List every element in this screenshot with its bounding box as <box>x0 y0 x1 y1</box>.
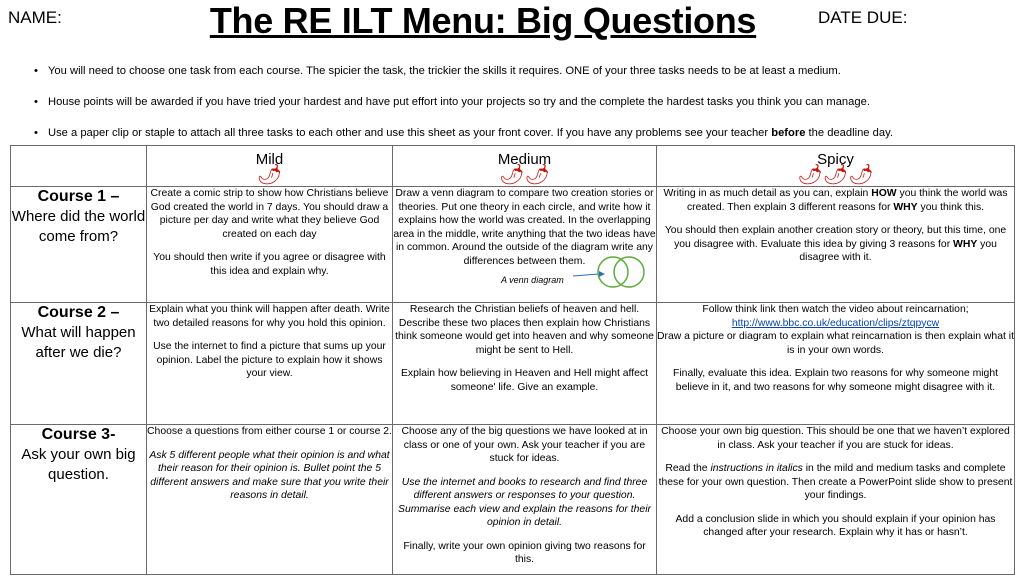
course-1-cell <box>11 187 147 303</box>
date-due-label: DATE DUE: <box>818 8 908 27</box>
venn-diagram-icon <box>561 254 651 290</box>
chilli-rating <box>393 164 656 186</box>
task-text: Follow think link then watch the video about reincarnation; http://www.bbc.co.uk/education/clips/ztqpycw Draw a picture or diagram to explain what reincarnation is then explain what it is in your own words. <box>657 304 1014 356</box>
task-text: Choose your own big question. This should be one that we haven’t explored in class. Ask your teacher if you are stuck for ideas. <box>661 426 1010 451</box>
course-3-medium-task <box>393 425 657 575</box>
instruction-item: • House points will be awarded if you have tried your hardest and have put effort into your projects so try and the complete the hardest tasks you think you can manage. <box>48 95 998 109</box>
column-header-mild <box>147 146 393 187</box>
task-text: Finally, evaluate this idea. Explain two reasons for why someone might believe in it, and two reasons for why someone might disagree with it. <box>673 368 998 393</box>
column-label: Spicy <box>817 151 854 168</box>
task-text: Add a conclusion slide in which you should explain if your opinion has changed after your research. Explain why it has or hasn’t. <box>675 513 996 538</box>
task-text-italic: Ask 5 different people what their opinion is and what their reason for their opinion is. Bullet point the 5 different answers and make sure that you write their reasons in detail. <box>149 449 390 501</box>
chilli-rating <box>147 164 392 186</box>
task-text: Use the internet to find a picture that sums up your opinion. Label the picture to explain how it shows your view. <box>153 341 386 379</box>
task-text: Explain how believing in Heaven and Hell might affect someone' life. Give an example. <box>400 368 649 393</box>
name-label: NAME: <box>8 8 62 27</box>
reincarnation-video-link[interactable]: http://www.bbc.co.uk/education/clips/ztqpycw <box>731 317 940 329</box>
task-text: Choose any of the big questions we have looked at in class or one of your own. Ask your teacher if you are stuck for ideas. <box>401 426 648 464</box>
course-row <box>11 425 1015 575</box>
course-1-spicy-task <box>657 187 1015 303</box>
chilli-rating <box>657 164 1014 186</box>
course-row <box>11 303 1015 425</box>
task-text: You should then explain another creation story or theory, but this time, one you disagree with. Evaluate this idea by giving 3 reasons for WHY you disagree with it. <box>664 225 1007 263</box>
venn-label: A venn diagram <box>501 275 564 285</box>
instruction-item: • You will need to choose one task from each course. The spicier the task, the trickier the skills it requires. ONE of your three tasks needs to be at least a medium. <box>48 64 998 78</box>
course-2-mild-task <box>147 303 393 425</box>
task-text: Writing in as much detail as you can, explain HOW you think the world was created. Then explain 3 different reasons for WHY you think this. <box>663 188 1008 213</box>
chilli-icon: 🌶 <box>499 164 525 186</box>
task-text: Finally, write your own opinion giving two reasons for this. <box>403 540 646 565</box>
course-title: Course 1 – <box>37 188 120 205</box>
chilli-icon: 🌶 <box>822 164 849 186</box>
chilli-icon: 🌶 <box>797 164 823 186</box>
task-text: Research the Christian beliefs of heaven and hell. Describe these two places then explain how Christians think someone would get into heaven and why someone might be sent to Hell. <box>395 304 654 356</box>
course-question: What will happen after we die? <box>21 324 136 361</box>
menu-table <box>10 145 1015 575</box>
page-title: The RE ILT Menu: Big Questions <box>209 0 757 41</box>
chilli-icon: 🌶 <box>848 164 874 186</box>
course-3-mild-task <box>147 425 393 575</box>
column-label: Mild <box>255 151 284 168</box>
chilli-icon: 🌶 <box>256 164 283 186</box>
corner-cell <box>11 146 147 187</box>
course-question: Ask your own big question. <box>21 446 136 483</box>
task-text: Explain what you think will happen after death. Write two detailed reasons for why you hold this opinion. <box>149 304 390 329</box>
task-text: Choose a questions from either course 1 or course 2. <box>147 426 392 437</box>
instruction-item: • Use a paper clip or staple to attach all three tasks to each other and use this sheet as your front cover. If you have any problems see your teacher before the deadline day. <box>48 126 998 140</box>
task-text: Create a comic strip to show how Christians believe God created the world in 7 days. You should draw a picture per day and write what they believe God created on each day <box>150 188 389 240</box>
course-title: Course 2 – <box>37 304 120 321</box>
task-text: You should then write if you agree or disagree with this idea and explain why. <box>153 252 386 277</box>
task-text: Draw a venn diagram to compare two creation stories or theories. Put one theory in each circle, and write how it explains how the world was created. In the overlapping area in the middle, write anything that the two ideas have in common. Around the outside of the diagram write any differences between them. <box>393 188 656 267</box>
course-title: Course 3- <box>41 426 116 443</box>
course-3-spicy-task <box>657 425 1015 575</box>
course-3-cell <box>11 425 147 575</box>
course-2-medium-task <box>393 303 657 425</box>
course-2-spicy-task <box>657 303 1015 425</box>
task-text: Read the instructions in italics in the mild and medium tasks and complete these for your own question. Then create a PowerPoint slide show to present your findings. <box>658 463 1013 501</box>
course-2-cell <box>11 303 147 425</box>
course-question: Where did the world come from? <box>11 208 146 245</box>
column-header-spicy <box>657 146 1015 187</box>
course-1-medium-task <box>393 187 657 303</box>
column-header-medium <box>393 146 657 187</box>
course-row <box>11 187 1015 303</box>
instructions-list <box>48 64 998 157</box>
venn-diagram <box>393 268 656 290</box>
course-1-mild-task <box>147 187 393 303</box>
column-label: Medium <box>497 151 552 168</box>
task-text-italic: Use the internet and books to research and find three different answers or responses to your question. Summarise each view and explain the reasons for their opinion in detail. <box>398 476 651 528</box>
chilli-icon: 🌶 <box>524 164 550 186</box>
